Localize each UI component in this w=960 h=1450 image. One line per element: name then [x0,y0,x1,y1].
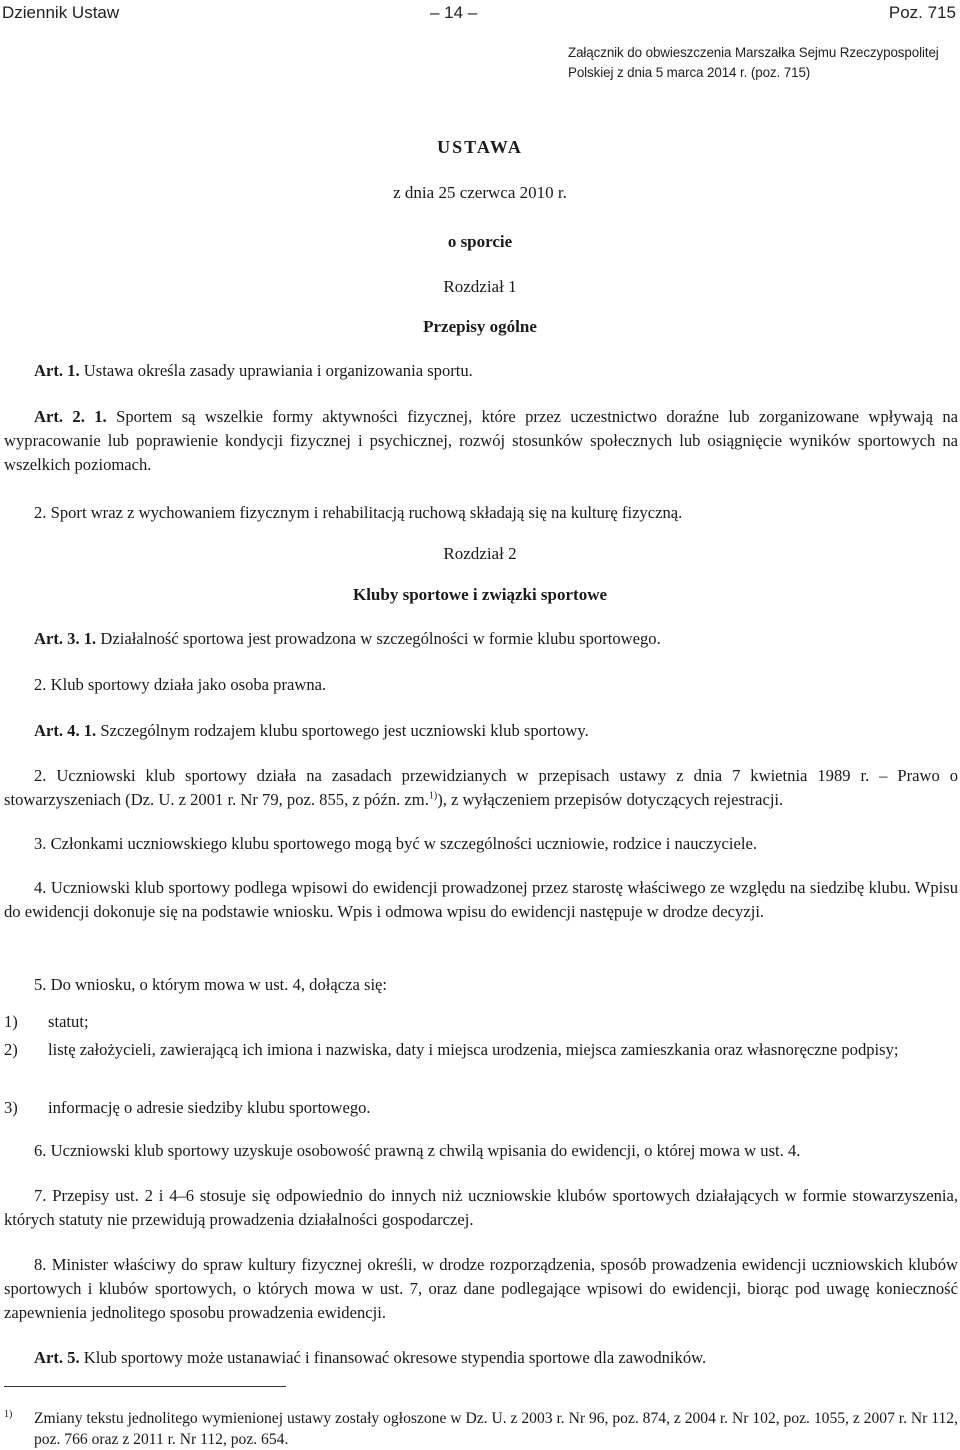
page-header [0,0,960,26]
list-item-number: 3) [4,1098,18,1117]
chapter-1-label: Rozdział 1 [443,277,517,296]
article-text: Szczególnym rodzajem klubu sportowego jest uczniowski klub sportowy. [100,721,589,740]
article-number: Art. 4. 1. [34,721,97,740]
chapter-2-label: Rozdział 2 [443,544,517,563]
article-number: Art. 2. 1. [34,407,107,426]
list-item-number: 2) [4,1040,18,1059]
article-3-para-1 [4,627,958,651]
article-1 [4,359,958,383]
footnote-divider [4,1386,286,1387]
paragraph-text-cont: ), z wyłączeniem przepisów dotyczących rejestracji. [437,790,784,809]
article-4-para-1 [4,719,958,743]
article-2-para-2: 2. Sport wraz z wychowaniem fizycznym i rehabilitacją ruchową składają się na kulturę fizyczną. [34,503,683,522]
article-number: Art. 5. [34,1348,80,1367]
article-4-para-8: 8. Minister właściwy do spraw kultury fizycznej określi, w drodze rozporządzenia, sposób prowadzenia ewidencji uczniowskich klubów sportowych i klubów sportowych, o których mowa w ust. 7, oraz dane podlegające wpisowi do ewidencji, biorąc pod uwagę konieczność zapewnienia jednolitego sposobu prowadzenia ewidencji. [4,1255,958,1322]
act-subject: o sporcie [447,232,513,251]
paragraph-text: 2. Uczniowski klub sportowy działa na zasadach przewidzianych w przepisach ustawy z dnia 7 kwietnia 1989 r. – Prawo o stowarzyszeniach (Dz. U. z 2001 r. Nr 79, poz. 855, z późn. zm. [4,766,958,809]
footnote-text: Zmiany tekstu jednolitego wymienionej ustawy zostały ogłoszone w Dz. U. z 2003 r. Nr 96, poz. 874, z 2004 r. Nr 102, poz. 1055, z 2007 r. Nr 112, poz. 766 oraz z 2011 r. Nr 112, poz. 654. [34,1410,958,1448]
publication-name: Dziennik Ustaw [2,3,120,22]
page-number: – 14 – [430,3,478,22]
article-text: Ustawa określa zasady uprawiania i organizowania sportu. [83,361,473,380]
article-5 [4,1346,958,1370]
list-item-text: listę założycieli, zawierającą ich imiona i nazwiska, daty i miejsca urodzenia, miejsca zamieszkania oraz własnoręczne podpisy; [48,1040,899,1059]
annex-note: Załącznik do obwieszczenia Marszałka Sejmu Rzeczypospolitej Polskiej z dnia 5 marca 2014 r. (poz. 715) [568,45,939,80]
article-4-para-4: 4. Uczniowski klub sportowy podlega wpisowi do ewidencji prowadzonej przez starostę właściwego ze względu na siedzibę klubu. Wpisu do ewidencji dokonuje się na podstawie wniosku. Wpis i odmowa wpisu do ewidencji następuje w drodze decyzji. [4,878,958,921]
footnote-reference[interactable]: 1) [428,790,438,802]
article-4-para-3: 3. Członkami uczniowskiego klubu sportowego mogą być w szczególności uczniowie, rodzice i nauczyciele. [34,834,757,853]
article-number: Art. 3. 1. [34,629,97,648]
article-3-para-2: 2. Klub sportowy działa jako osoba prawna. [34,675,327,694]
act-date: z dnia 25 czerwca 2010 r. [393,183,567,202]
article-number: Art. 1. [34,361,80,380]
article-text: Klub sportowy może ustanawiać i finansować okresowe stypendia sportowe dla zawodników. [83,1348,707,1367]
footnote-marker: 1) [4,1409,13,1420]
chapter-1-title: Przepisy ogólne [423,317,537,336]
list-item-text: informację o adresie siedziby klubu sportowego. [48,1098,371,1117]
act-title: USTAWA [437,137,523,157]
article-4-para-6: 6. Uczniowski klub sportowy uzyskuje osobowość prawną z chwilą wpisania do ewidencji, o której mowa w ust. 4. [34,1141,801,1160]
list-item-number: 1) [4,1012,18,1031]
position-number: Poz. 715 [888,3,956,22]
chapter-2-title: Kluby sportowe i związki sportowe [352,585,608,604]
article-text: Działalność sportowa jest prowadzona w szczególności w formie klubu sportowego. [100,629,661,648]
list-item-text: statut; [48,1012,89,1031]
article-2-para-1 [4,405,958,477]
article-4-para-5: 5. Do wniosku, o którym mowa w ust. 4, dołącza się: [34,975,388,994]
article-4-para-2 [4,764,958,812]
article-text: Sportem są wszelkie formy aktywności fizycznej, które przez uczestnictwo doraźne lub zorganizowane wpływają na wypracowanie lub poprawienie kondycji fizycznej i psychicznej, rozwój stosunków społecznych lub osiągnięcie wyników sportowych na wszelkich poziomach. [4,407,958,474]
article-4-para-7: 7. Przepisy ust. 2 i 4–6 stosuje się odpowiednio do innych niż uczniowskie klubów sportowych działających w formie stowarzyszenia, których statuty nie przewidują prowadzenia działalności gospodarczej. [4,1186,958,1229]
